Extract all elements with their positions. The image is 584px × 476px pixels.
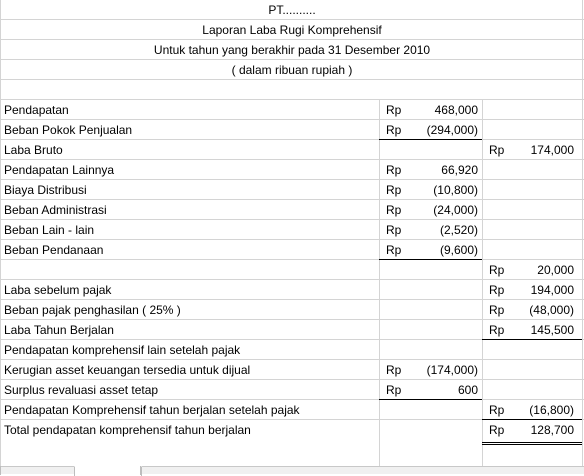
statement-row xyxy=(0,300,584,320)
subtotal-underline xyxy=(379,259,482,260)
amount-subtotal: 145,500 xyxy=(530,323,574,337)
amount-subtotal: (16,800) xyxy=(529,403,574,417)
amount-detail: 66,920 xyxy=(441,163,478,177)
amount-subtotal xyxy=(512,360,574,380)
row-label: Beban pajak penghasilan ( 25% ) xyxy=(4,303,181,317)
statement-row xyxy=(0,240,584,260)
amount-detail: (9,600) xyxy=(439,243,478,257)
amount-detail: (174,000) xyxy=(426,363,478,377)
currency-symbol: Rp xyxy=(386,163,402,177)
currency-symbol: Rp xyxy=(386,223,402,237)
amount-detail xyxy=(410,260,478,280)
subtotal-underline xyxy=(379,399,482,400)
row-label: Pendapatan xyxy=(4,103,69,117)
currency-symbol: Rp xyxy=(489,323,505,337)
sheet-tab-active[interactable] xyxy=(74,466,142,476)
statement-row xyxy=(0,260,584,280)
amount-detail: (294,000) xyxy=(426,123,478,137)
amount-detail: (24,000) xyxy=(433,203,478,217)
currency-symbol: Rp xyxy=(386,183,402,197)
amount-subtotal: 20,000 xyxy=(537,263,574,277)
header-row xyxy=(0,60,584,80)
amount-subtotal xyxy=(512,200,574,220)
amount-detail xyxy=(410,300,478,320)
statement-row xyxy=(0,160,584,180)
amount-detail: 468,000 xyxy=(434,103,478,117)
row-label: Beban Pendanaan xyxy=(4,243,104,257)
currency-symbol: Rp xyxy=(386,383,402,397)
statement-row xyxy=(0,140,584,160)
amount-subtotal xyxy=(512,340,574,360)
amount-detail xyxy=(410,320,478,340)
currency-symbol: Rp xyxy=(489,143,505,157)
amount-detail: (10,800) xyxy=(433,183,478,197)
amount-subtotal xyxy=(512,380,574,400)
amount-detail xyxy=(410,140,478,160)
amount-detail xyxy=(410,420,478,440)
amount-detail xyxy=(410,340,478,360)
report-period: Untuk tahun yang berakhir pada 31 Desember 2010 xyxy=(153,43,431,57)
currency-symbol: Rp xyxy=(386,203,402,217)
statement-row xyxy=(0,400,584,420)
subtotal-underline xyxy=(482,339,582,340)
row-label: Surplus revaluasi asset tetap xyxy=(4,383,159,397)
row-label: Beban Pokok Penjualan xyxy=(4,123,133,137)
amount-subtotal xyxy=(512,120,574,140)
amount-subtotal xyxy=(512,160,574,180)
statement-row xyxy=(0,220,584,240)
row-label: Beban Administrasi xyxy=(4,203,107,217)
amount-detail: 600 xyxy=(457,383,478,397)
amount-detail xyxy=(410,280,478,300)
statement-row xyxy=(0,340,584,360)
row-label: Biaya Distribusi xyxy=(4,183,87,197)
sheet-tab-bar xyxy=(0,466,584,474)
report-title: Laporan Laba Rugi Komprehensif xyxy=(202,23,382,37)
total-double-underline xyxy=(482,444,582,445)
amount-subtotal xyxy=(512,180,574,200)
currency-symbol: Rp xyxy=(489,403,505,417)
row-label: Pendapatan Lainnya xyxy=(4,163,115,177)
amount-detail xyxy=(410,400,478,420)
amount-subtotal xyxy=(512,240,574,260)
statement-row xyxy=(0,420,584,440)
row-label: Pendapatan Komprehensif tahun berjalan setelah pajak xyxy=(4,403,300,417)
currency-symbol: Rp xyxy=(489,263,505,277)
row-label: Pendapatan komprehensif lain setelah pajak xyxy=(4,343,241,357)
currency-symbol: Rp xyxy=(386,123,402,137)
amount-subtotal xyxy=(512,100,574,120)
row-label: Kerugian asset keuangan tersedia untuk dijual xyxy=(4,363,251,377)
amount-subtotal: 194,000 xyxy=(530,283,574,297)
statement-row xyxy=(0,120,584,140)
header-row xyxy=(0,0,584,20)
row-label: Total pendapatan komprehensif tahun berjalan xyxy=(4,423,251,437)
header-row xyxy=(0,40,584,60)
statement-row xyxy=(0,360,584,380)
row-label: Laba sebelum pajak xyxy=(4,283,112,297)
currency-symbol: Rp xyxy=(386,243,402,257)
currency-symbol: Rp xyxy=(386,103,402,117)
row-label: Laba Bruto xyxy=(4,143,63,157)
report-unit: ( dalam ribuan rupiah ) xyxy=(231,63,353,77)
statement-row xyxy=(0,280,584,300)
statement-row xyxy=(0,200,584,220)
total-double-underline xyxy=(482,442,582,443)
amount-subtotal xyxy=(512,220,574,240)
statement-row xyxy=(0,100,584,120)
subtotal-underline xyxy=(379,139,482,140)
currency-symbol: Rp xyxy=(489,423,505,437)
company-name: PT.......... xyxy=(268,3,316,17)
statement-row xyxy=(0,320,584,340)
amount-subtotal: 174,000 xyxy=(530,143,574,157)
amount-detail: (2,520) xyxy=(439,223,478,237)
row-label: Laba Tahun Berjalan xyxy=(4,323,114,337)
row-label: Beban Lain - lain xyxy=(4,223,95,237)
statement-row xyxy=(0,380,584,400)
amount-subtotal: 128,700 xyxy=(530,423,574,437)
subtotal-underline xyxy=(482,419,582,420)
statement-row xyxy=(0,180,584,200)
blank-row xyxy=(0,80,584,100)
amount-subtotal: (48,000) xyxy=(529,303,574,317)
currency-symbol: Rp xyxy=(489,283,505,297)
currency-symbol: Rp xyxy=(386,363,402,377)
header-row xyxy=(0,20,584,40)
currency-symbol: Rp xyxy=(489,303,505,317)
